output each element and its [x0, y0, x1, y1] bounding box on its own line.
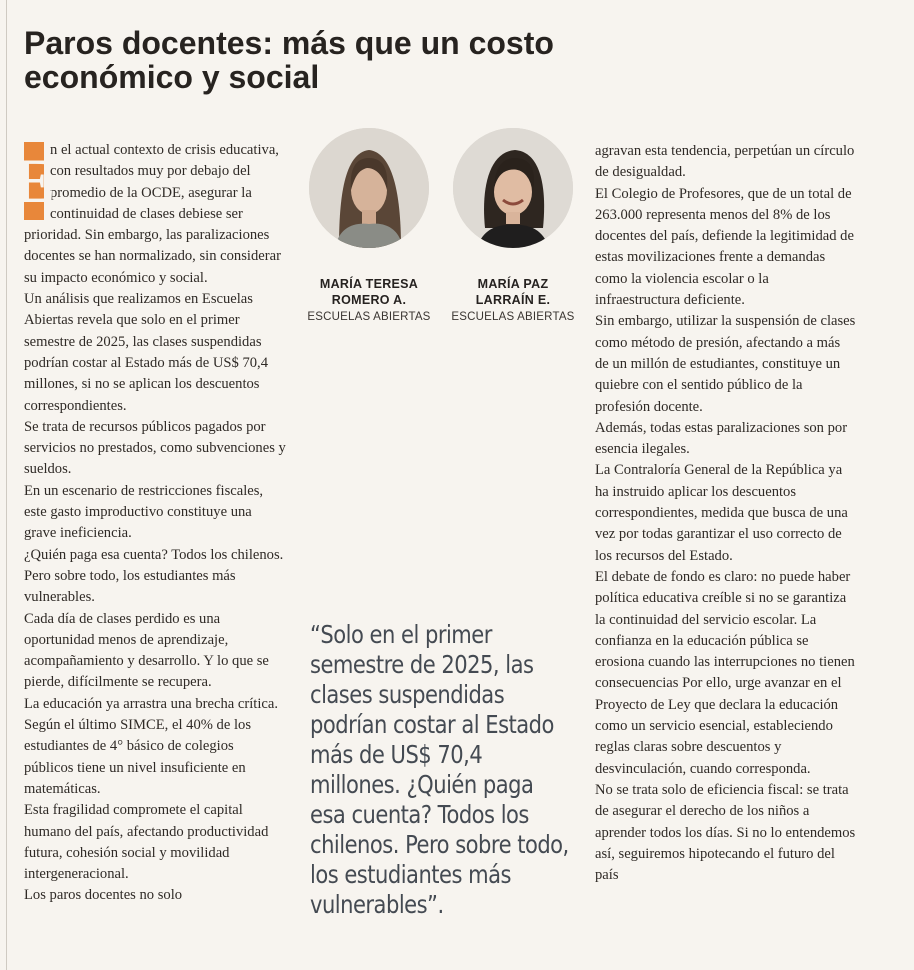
paragraph: n el actual contexto de crisis educativa, con resultados muy por debajo del promedio de la OCDE, asegurar la continuidad de clases debiese ser prioridad. Sin embargo, las paralizaciones docentes se han normalizado, sin considerar su impacto económico y social.: [24, 142, 281, 286]
author-card-1: [294, 128, 444, 324]
paragraph: Esta fragilidad compromete el capital humano del país, afectando productividad futura, cohesión social y movilidad intergeneracional.: [24, 802, 269, 883]
paragraph: Cada día de clases perdido es una oportunidad menos de aprendizaje, acompañamiento y desarrollo. Y lo que se pierde, difícilmente se recupera.: [24, 610, 269, 691]
headline: Paros docentes: más que un costo económico y social: [24, 25, 554, 95]
paragraph: La educación ya arrastra una brecha crítica. Según el último SIMCE, el 40% de los estudiantes de 4° básico de colegios públicos tiene un nivel insuficiente en matemáticas.: [24, 695, 279, 797]
author-name-1: MARÍA TERESA ROMERO A.: [319, 277, 419, 307]
portrait-woman-smiling-icon: [453, 128, 573, 248]
paragraph: ¿Quién paga esa cuenta? Todos los chilenos. Pero sobre todo, los estudiantes más vulnerables.: [24, 546, 284, 606]
left-margin-rule: [6, 0, 7, 970]
author-photo-1: [309, 128, 429, 248]
author-org-2: ESCUELAS ABIERTAS: [451, 311, 575, 323]
author-name-2: MARÍA PAZ LARRAÍN E.: [475, 277, 551, 307]
author-photo-2: [453, 128, 573, 248]
left-column: [12, 140, 286, 907]
paragraph: Se trata de recursos públicos pagados por servicios no prestados, como subvenciones y sueldos.: [24, 418, 286, 478]
paragraph: Un análisis que realizamos en Escuelas Abiertas revela que solo en el primer semestre de 2025, las clases suspendidas podrían costar al Estado más de US$ 70,4 millones, si no se aplican los descuentos correspondientes.: [24, 291, 268, 414]
dropcap: [12, 142, 56, 220]
paragraph: Además, todas estas paralizaciones son por esencia ilegales.: [595, 419, 848, 458]
right-column: [595, 141, 857, 886]
paragraph: El Colegio de Profesores, que de un total de 263.000 representa menos del 8% de los docentes del país, defiende la legitimidad de estas movilizaciones frente a demandas como la violencia escolar o la infraestructura deficiente.: [595, 185, 854, 309]
author-card-2: [438, 128, 588, 324]
paragraph: Los paros docentes no solo: [24, 887, 183, 904]
paragraph: No se trata solo de eficiencia fiscal: se trata de asegurar el derecho de los niños a aprender todos los días. Si no lo entendemos así, seguiremos hipotecando el futuro del país: [595, 781, 856, 884]
author-org-1: ESCUELAS ABIERTAS: [307, 311, 431, 323]
paragraph: agravan esta tendencia, perpetúan un círculo de desigualdad.: [595, 143, 855, 181]
paragraph: La Contraloría General de la República ya ha instruido aplicar los descuentos correspondientes, medida que busca de una vez por todas garantizar el uso correcto de los recursos del Estado.: [595, 462, 848, 564]
dropcap-letter: E: [12, 145, 56, 216]
pull-quote: “Solo en el primer semestre de 2025, las clases suspendidas podrían costar al Estado más de US$ 70,4 millones. ¿Quién paga esa cuenta? Todos los chilenos. Pero sobre todo, los estudiantes más vulnerables”.: [310, 620, 569, 919]
paragraph: Sin embargo, utilizar la suspensión de clases como método de presión, afectando a más de un millón de estudiantes, constituye un quiebre con el sentido público de la profesión docente.: [595, 313, 856, 415]
paragraph: En un escenario de restricciones fiscales, este gasto improductivo constituye una grave ineficiencia.: [24, 482, 264, 542]
paragraph: El debate de fondo es claro: no puede haber política educativa creíble si no se garantiza la continuidad del servicio escolar. La confianza en la educación pública se erosiona cuando las interrupciones no tienen consecuencias Por ello, urge avanzar en el Proyecto de Ley que declara la educación como un servicio esencial, estableciendo reglas claras sobre descuentos y desvinculación, cuando corresponda.: [595, 568, 855, 777]
portrait-woman-long-hair-icon: [309, 128, 429, 248]
